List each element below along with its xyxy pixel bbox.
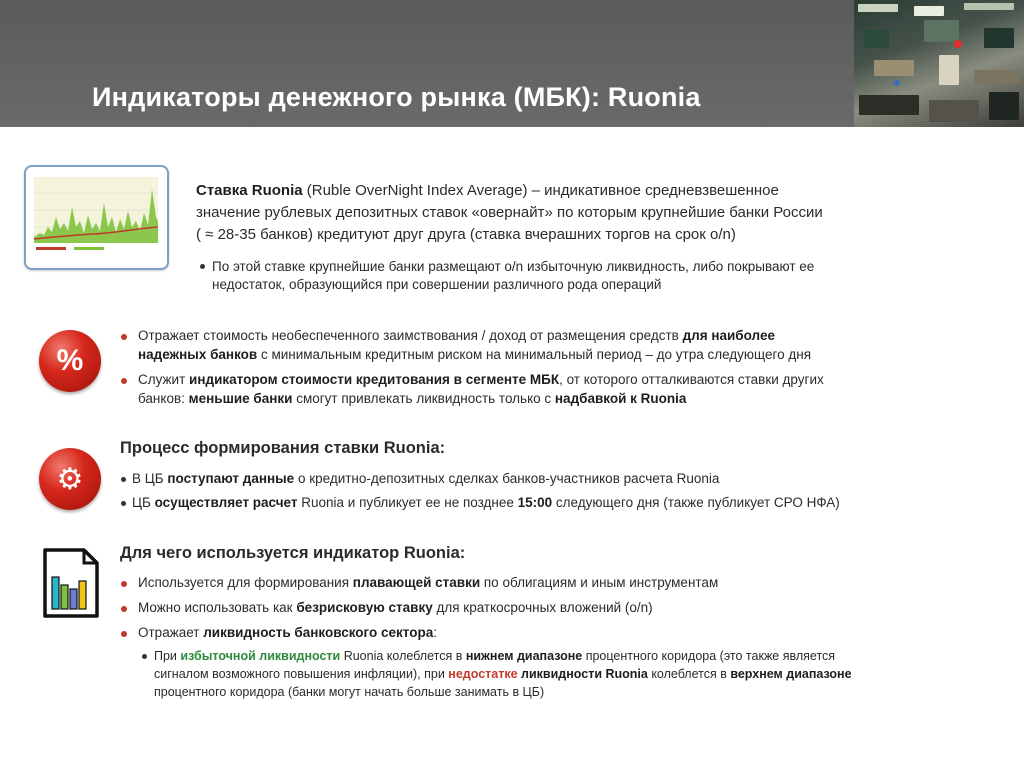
text-span: сигналом возможного повышения инфляции), при xyxy=(154,667,449,681)
bold-span: безрисковую ставку xyxy=(296,600,433,615)
text-span: При xyxy=(154,649,181,663)
text-span: следующего дня (также публикует СРО НФА) xyxy=(552,495,840,510)
bold-span: для наиболее xyxy=(682,328,775,343)
process-bullet-2 xyxy=(132,493,840,512)
text-span: В ЦБ xyxy=(132,471,168,486)
bullet-dot xyxy=(142,654,147,659)
cost-bullet-line1 xyxy=(138,326,775,345)
usage-bullet-2 xyxy=(138,598,653,617)
bold-span: нижнем диапазоне xyxy=(465,649,583,663)
text-span: процентного коридора (это также является xyxy=(582,649,836,663)
bold-span: плавающей ставки xyxy=(352,575,481,590)
usage-bullet-1 xyxy=(138,573,718,592)
process-heading: Процесс формирования ставки Ruonia: xyxy=(120,439,446,457)
bold-span: верхнем диапазоне xyxy=(730,667,852,681)
bullet-dot xyxy=(121,334,127,340)
text-span: Служит xyxy=(138,372,190,387)
bold-span: ликвидности Ruonia xyxy=(521,667,648,681)
text-span: Можно использовать как xyxy=(138,600,297,615)
text-span: Используется для формирования xyxy=(138,575,353,590)
trading-floor-photo xyxy=(854,0,1024,127)
bullet-dot xyxy=(121,378,127,384)
bold-span: осуществляет расчет xyxy=(154,495,298,510)
text-span: , от которого отталкиваются ставки других xyxy=(559,372,824,387)
bold-span: 15:00 xyxy=(517,495,553,510)
process-bullet-1 xyxy=(132,469,719,488)
text-span: о кредитно-депозитных сделках банков-участников расчета Ruonia xyxy=(294,471,720,486)
excess-liquidity-highlight: избыточной ликвидности xyxy=(180,649,341,663)
text-span: Отражает стоимость необеспеченного заимствования / доход от размещения средств xyxy=(138,328,683,343)
text-span: ЦБ xyxy=(132,495,155,510)
liquidity-detail-line1 xyxy=(154,647,835,665)
shortage-liquidity-highlight: недостатке xyxy=(448,667,518,681)
usage-heading: Для чего используется индикатор Ruonia: xyxy=(120,544,466,562)
cost-bullet-line2 xyxy=(138,345,811,364)
text-span: Отражает xyxy=(138,625,204,640)
gears-icon: ⚙ xyxy=(39,448,101,510)
liquidity-note-line1: По этой ставке крупнейшие банки размещают o/n избыточную ликвидность, либо покрывают ее xyxy=(212,259,815,274)
usage-bullet-3 xyxy=(138,623,437,642)
bold-span: надбавкой к Ruonia xyxy=(554,391,687,406)
indicator-bullet-line1 xyxy=(138,370,824,389)
ruonia-term: Ставка Ruonia xyxy=(196,182,303,199)
bullet-dot xyxy=(200,264,205,269)
text-span: банков: xyxy=(138,391,189,406)
bullet-dot xyxy=(121,606,127,612)
text-span: : xyxy=(433,625,437,640)
bold-span: индикатором стоимости кредитования в сегменте МБК xyxy=(189,372,560,387)
bullet-dot xyxy=(121,581,127,587)
report-document-icon xyxy=(42,547,100,619)
bold-span: меньшие банки xyxy=(188,391,293,406)
liquidity-detail-line2 xyxy=(154,665,852,683)
bullet-dot xyxy=(121,477,126,482)
ruonia-definition-line3: ( ≈ 28-35 банков) кредитуют друг друга (ставка вчерашних торгов на срок o/n) xyxy=(196,226,736,243)
page-title: Индикаторы денежного рынка (МБК): Ruonia xyxy=(92,82,701,112)
liquidity-note-line2: недостаток, образующийся при совершении различного рода операций xyxy=(212,277,662,292)
text-span: по облигациям и иным инструментам xyxy=(480,575,719,590)
percent-icon: % xyxy=(39,330,101,392)
ruonia-definition-line1 xyxy=(196,180,779,201)
text-span: для краткосрочных вложений (o/n) xyxy=(432,600,653,615)
ruonia-definition-line2: значение рублевых депозитных ставок «овернайт» по которым крупнейшие банки России xyxy=(196,204,823,221)
bold-span: поступают данные xyxy=(167,471,295,486)
bullet-dot xyxy=(121,631,127,637)
text-span: Ruonia и публикует ее не позднее xyxy=(297,495,518,510)
bold-span: ликвидность банковского сектора xyxy=(203,625,434,640)
text-span: смогут привлекать ликвидность только с xyxy=(292,391,555,406)
bullet-dot xyxy=(121,501,126,506)
bold-span: надежных банков xyxy=(138,347,258,362)
text-span: колеблется в xyxy=(647,667,731,681)
text-span: с минимальным кредитным риском на минимальный период – до утра следующего дня xyxy=(257,347,812,362)
text-span: Ruonia колеблется в xyxy=(340,649,466,663)
ruonia-chart-thumbnail xyxy=(24,165,169,270)
indicator-bullet-line2 xyxy=(138,389,686,408)
liquidity-detail-line3: процентного коридора (банки могут начать больше занимать в ЦБ) xyxy=(154,685,545,699)
ruonia-definition-text: (Ruble OverNight Index Average) – индикативное средневзвешенное xyxy=(302,182,779,199)
ruonia-mini-chart xyxy=(34,177,158,255)
